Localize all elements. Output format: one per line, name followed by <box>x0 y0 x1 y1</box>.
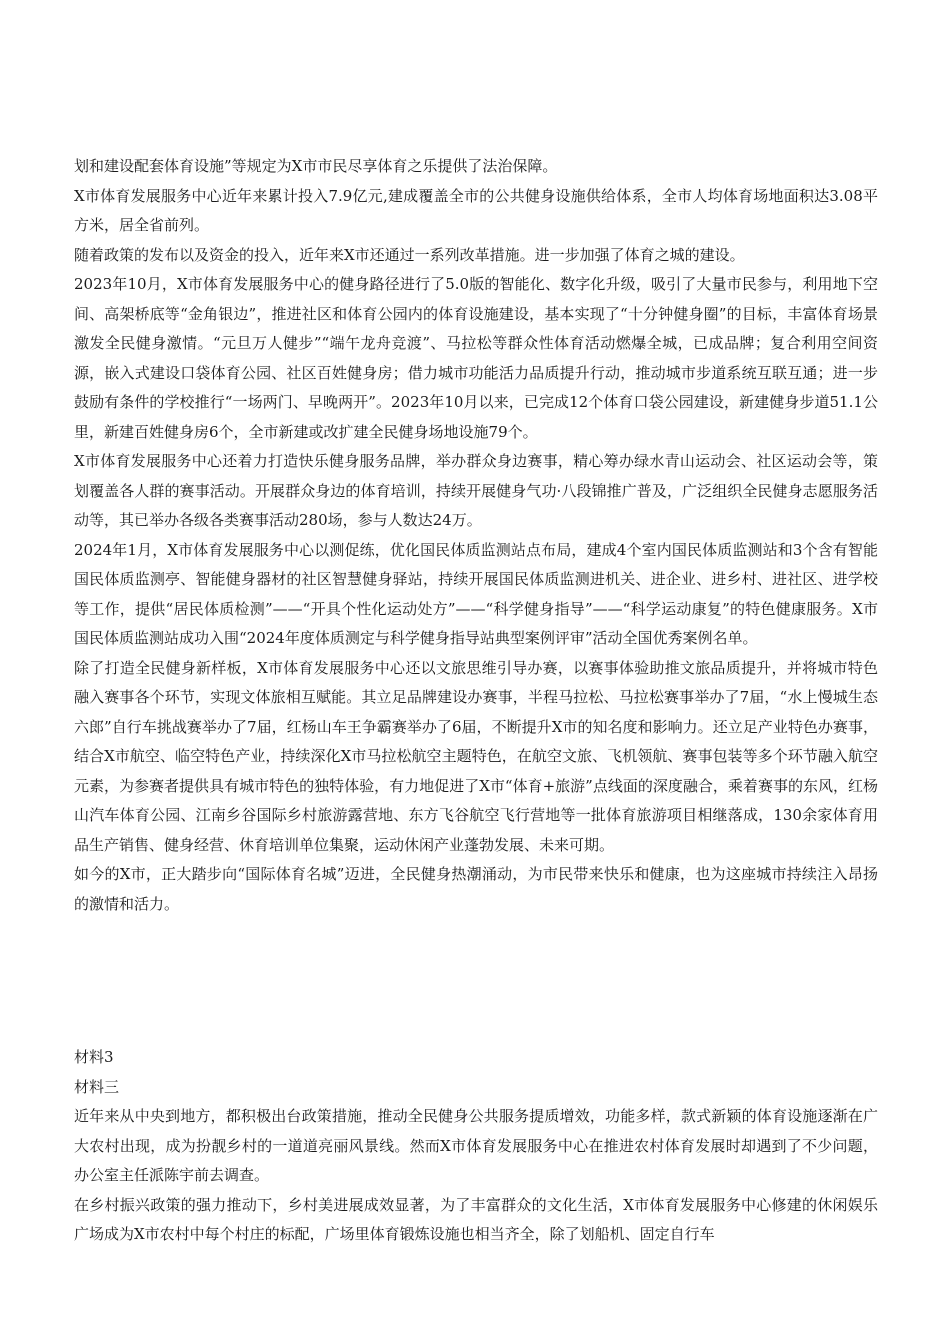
paragraph: X市体育发展服务中心近年来累计投入7.9亿元,建成覆盖全市的公共健身设施供给体系，全市人均体育场地面积达3.08平方米，居全省前列。 <box>74 186 878 234</box>
paragraph: 在乡村振兴政策的强力推动下，乡村美进展成效显著，为了丰富群众的文化生活，X市体育发展服务中心修建的休闲娱乐广场成为X市农村中每个村庄的标配，广场里体育锻炼设施也相当齐全，除了划船机、固定自行车 <box>74 1195 878 1243</box>
material-label: 材料3 <box>74 1048 114 1066</box>
paragraph: 随着政策的发布以及资金的投入，近年来X市还通过一系列改革措施。进一步加强了体育之城的建设。 <box>74 245 745 264</box>
paragraph: 近年来从中央到地方，都积极出台政策措施，推动全民健身公共服务提质增效，功能多样，款式新颖的体育设施逐渐在广大农村出现，成为扮靓乡村的一道道亮丽风景线。然而X市体育发展服务中心在推进农村体育发展时却遇到了不少问题，办公室主任派陈宇前去调查。 <box>74 1107 878 1184</box>
paragraph: 除了打造全民健身新样板，X市体育发展服务中心还以文旅思维引导办赛，以赛事体验助推文旅品质提升，并将城市特色融入赛事各个环节，实现文体旅相互赋能。其立足品牌建设办赛事，半程马拉松、马拉松赛事举办了7届，“水上慢城生态六郎”自行车挑战赛举办了7届，红杨山车王争霸赛举办了6届，不断提升X市的知名度和影响力。还立足产业特色办赛事，结合X市航空、临空特色产业，持续深化X市马拉松航空主题特色，在航空文旅、飞机领航、赛事包装等多个环节融入航空元素，为参赛者提供具有城市特色的独特体验，有力地促进了X市“体育+旅游”点线面的深度融合，乘着赛事的东风，红杨山汽车体育公园、江南乡谷国际乡村旅游露营地、东方飞谷航空飞行营地等一批体育旅游项目相继落成，130余家体育用品生产销售、健身经营、休育培训单位集聚，运动休闲产业蓬勃发展、未来可期。 <box>74 658 878 854</box>
paragraph: 2023年10月，X市体育发展服务中心的健身路径进行了5.0版的智能化、数字化升级，吸引了大量市民参与，利用地下空间、高架桥底等“金角银边”，推进社区和体育公园内的体育设施建设，基本实现了“十分钟健身圈”的目标，丰富体育场景激发全民健身激情。“元旦万人健步”“端午龙舟竞渡”、马拉松等群众性体育活动燃爆全城，已成品牌；复合利用空间资源，嵌入式建设口袋体育公园、社区百姓健身房；借力城市功能活力品质提升行动，推动城市步道系统互联互通；进一步鼓励有条件的学校推行“一场两门、早晚两开”。2023年10月以来，已完成12个体育口袋公园建设，新建健身步道51.1公里，新建百姓健身房6个，全市新建或改扩建全民健身场地设施79个。 <box>74 275 878 441</box>
material-3-section <box>74 1043 878 1250</box>
material-2-body <box>74 152 878 919</box>
paragraph: X市体育发展服务中心还着力打造快乐健身服务品牌，举办群众身边赛事，精心筹办绿水青山运动会、社区运动会等，策划覆盖各人群的赛事活动。开展群众身边的体育培训，持续开展健身气功·八段锦推广普及，广泛组织全民健身志愿服务活动等，其已举办各级各类赛事活动280场，参与人数达24万。 <box>74 452 878 529</box>
paragraph: 如今的X市，正大踏步向“国际体育名城”迈进，全民健身热潮涌动，为市民带来快乐和健康，也为这座城市持续注入昂扬的激情和活力。 <box>74 865 878 913</box>
paragraph: 2024年1月，X市体育发展服务中心以测促练，优化国民体质监测站点布局，建成4个室内国民体质监测站和3个含有智能国民体质监测亭、智能健身器材的社区智慧健身驿站，持续开展国民体质监测进机关、进企业、进乡村、进社区、进学校等工作，提供“居民体质检测”——“开具个性化运动处方”——“科学健身指导”——“科学运动康复”的特色健康服务。X市国民体质监测站成功入围“2024年度体质测定与科学健身指导站典型案例评审”活动全国优秀案例名单。 <box>74 540 878 647</box>
material-subtitle: 材料三 <box>74 1077 120 1096</box>
paragraph: 划和建设配套体育设施”等规定为X市市民尽享体育之乐提供了法治保障。 <box>74 157 558 175</box>
